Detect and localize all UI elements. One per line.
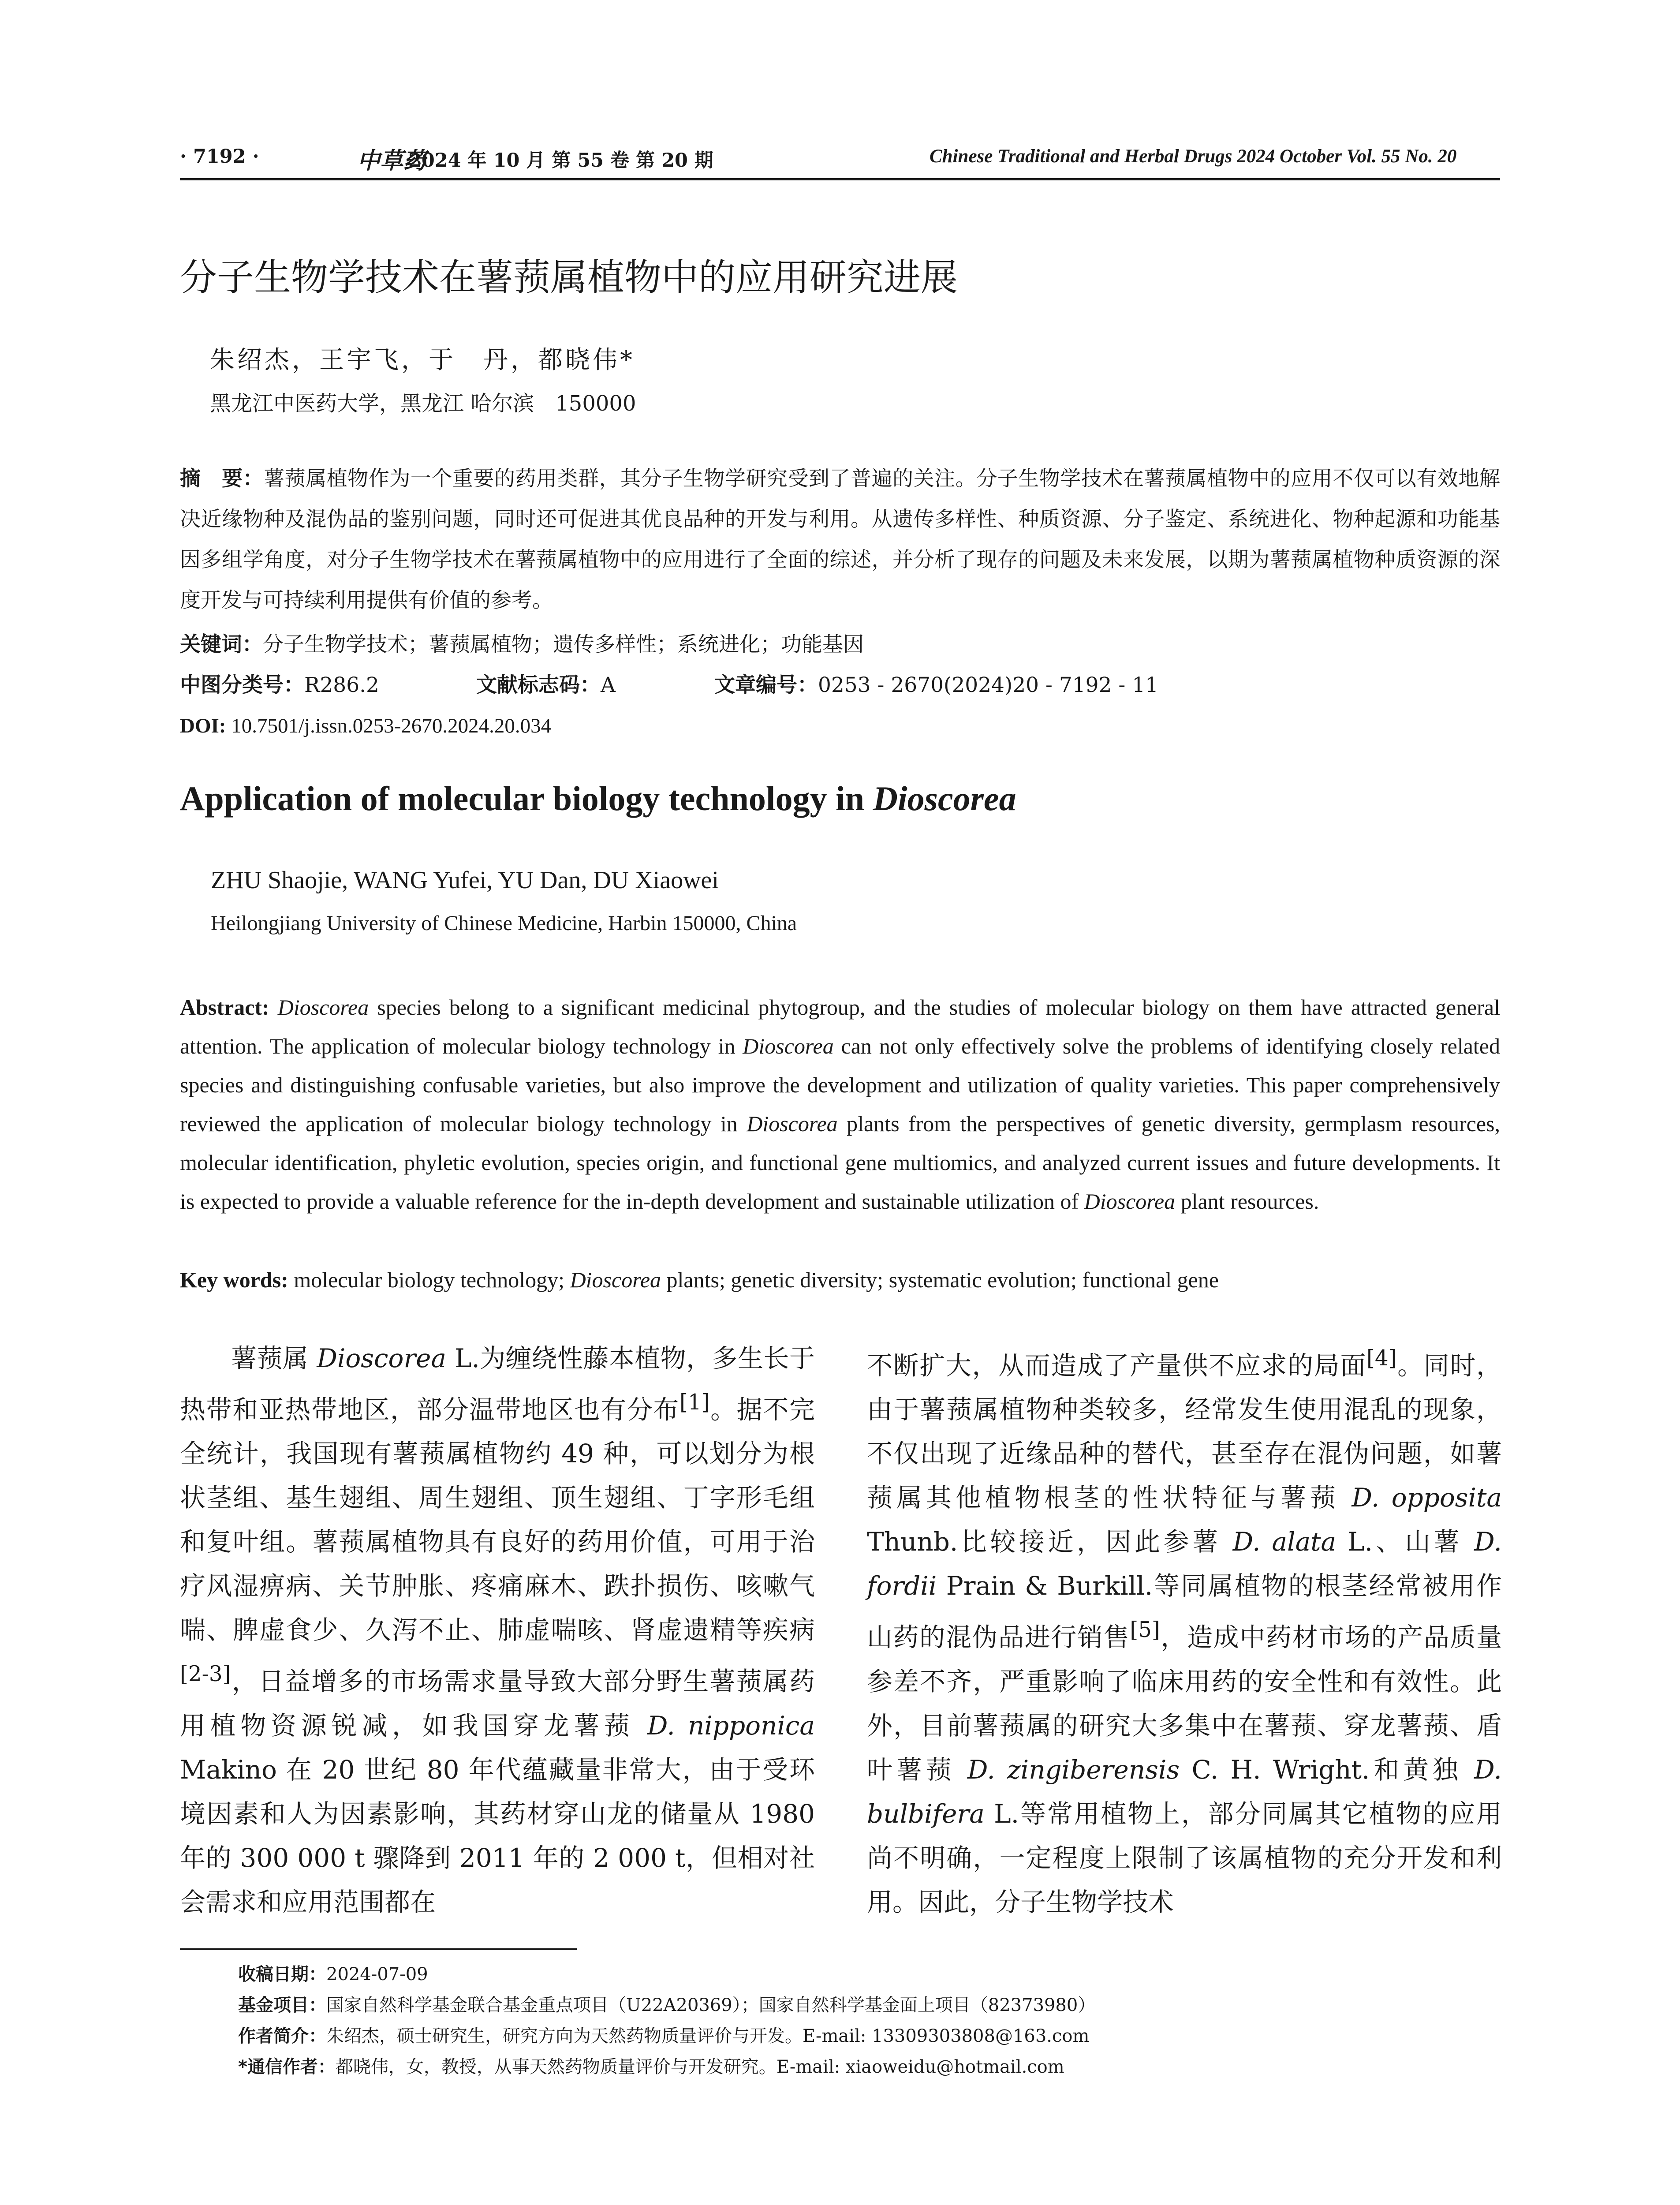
body-text: 。同时，由于薯蓣属植物种类较多，经常发生使用混乱的现象，不仅出现了近缘品种的替代，甚至存在混伪问题，如薯蓣属其他植物根茎的性状特征与薯蓣: [867, 1350, 1502, 1513]
paper-title-cn: 分子生物学技术在薯蓣属植物中的应用研究进展: [180, 256, 958, 299]
journal-logo: 中草药: [357, 147, 426, 174]
affiliation-en: Heilongjiang University of Chinese Medicine, Harbin 150000, China: [211, 912, 797, 935]
article-value: 0253 - 2670(2024)20 - 7192 - 11: [818, 673, 1159, 697]
genus-2: Dioscorea: [743, 1034, 834, 1058]
abstract-en-label: Abstract:: [180, 995, 269, 1020]
body-text: ，日益增多的市场需求量导致大部分野生薯蓣属药用植物资源锐减，如我国穿龙薯蓣: [180, 1666, 815, 1741]
body-text: 薯蓣属: [231, 1343, 317, 1373]
doi: [180, 706, 551, 746]
journal-issue-cn: 2024 年 10 月 第 55 卷 第 20 期: [408, 149, 713, 172]
article-label: 文章编号：: [714, 673, 818, 697]
footnote-text: 国家自然科学基金联合基金重点项目（U22A20369）；国家自然科学基金面上项目（82373980）: [326, 1995, 1096, 2015]
body-text: 。据不完全统计，我国现有薯蓣属植物约 49 种，可以划分为根状茎组、基生翅组、周生翅组、顶生翅组、丁字形毛组和复叶组。薯蓣属植物具有良好的药用价值，可用于治疗风湿痹病、关节肿胀、疼痛麻木、跌扑损伤、咳嗽气喘、脾虚食少、久泻不止、肺虚喘咳、肾虚遗精等疾病: [180, 1394, 815, 1645]
footnote-text: 都晓伟，女，教授，从事天然药物质量评价与开发研究。E-mail: xiaoweidu@hotmail.com: [335, 2057, 1064, 2077]
abstract-en-p3: plants from the perspectives of genetic diversity, germplasm resources, molecular identification, phyletic evolution, species origin, and functional gene multiomics, and analyzed current issues and future developments. It is expected to provide a valuable reference for the in-depth development and sustainable utilization of: [180, 1111, 1500, 1214]
body-text: L.为缠绕性藤本植物，多生长于热带和亚热带地区，部分温带地区也有分布: [180, 1343, 815, 1425]
footnote-label: 作者简介：: [238, 2026, 326, 2046]
running-header: [180, 140, 1500, 180]
doc-label: 文献标志码：: [476, 673, 601, 697]
species-name: D. zingiberensis: [967, 1754, 1180, 1785]
species-name: D. opposita: [1351, 1483, 1502, 1513]
clc-value: R286.2: [304, 673, 379, 697]
footnote-corresponding: [238, 2052, 1064, 2082]
body-text: L.、山薯: [1336, 1527, 1475, 1557]
footnote-label: 基金项目：: [238, 1995, 326, 2015]
citation-ref[interactable]: [1]: [679, 1390, 710, 1415]
abstract-en-p2: can not only effectively solve the problems of identifying closely related species and distinguishing confusable varieties, but also improve the development and utilization of quality varieties. This paper comprehensively reviewed the application of molecular biology technology in: [180, 1034, 1500, 1136]
keywords-cn: [180, 624, 1500, 665]
body-column-left: [180, 1336, 815, 1924]
journal-issue-en: Chinese Traditional and Herbal Drugs 2024 October Vol. 55 No. 20: [930, 146, 1457, 167]
footnote-received: [238, 1959, 428, 1990]
keywords-en-t1: molecular biology technology;: [288, 1267, 570, 1292]
body-text: L.等常用植物上，部分同属其它植物的应用尚不明确，一定程度上限制了该属植物的充分开发和利用。因此，分子生物学技术: [867, 1798, 1502, 1917]
footnote-rule: [180, 1948, 577, 1950]
body-text: ，造成中药材市场的产品质量参差不齐，严重影响了临床用药的安全性和有效性。此外，目前薯蓣属的研究大多集中在薯蓣、穿龙薯蓣、盾叶薯蓣: [867, 1622, 1502, 1785]
abstract-en-p4: plant resources.: [1175, 1189, 1319, 1214]
body-text: Thunb.比较接近，因此参薯: [867, 1527, 1233, 1557]
doc-code: [476, 665, 616, 706]
footnote-label: *通信作者：: [238, 2057, 336, 2077]
citation-ref[interactable]: [5]: [1130, 1618, 1160, 1643]
species-name: Dioscorea: [317, 1343, 447, 1373]
genus-1: Dioscorea: [277, 995, 369, 1020]
title-en-main: Application of molecular biology technology in: [180, 779, 873, 818]
page-number: · 7192 ·: [180, 146, 259, 168]
keywords-cn-text: 分子生物学技术；薯蓣属植物；遗传多样性；系统进化；功能基因: [263, 632, 864, 657]
clc-number: [180, 665, 379, 706]
article-number: [714, 665, 1158, 706]
footnote-label: 收稿日期：: [238, 1964, 326, 1984]
genus-4: Dioscorea: [1084, 1189, 1176, 1214]
species-name: D. nipponica: [647, 1710, 815, 1741]
body-text: Makino 在 20 世纪 80 年代蕴藏量非常大，由于受环境因素和人为因素影响，其药材穿山龙的储量从 1980 年的 300 000 t 骤降到 2011 年的 2 000 t，但相对社会需求和应用范围都在: [180, 1754, 815, 1917]
abstract-cn-label: 摘 要：: [180, 467, 264, 491]
authors-en: ZHU Shaojie, WANG Yufei, YU Dan, DU Xiaowei: [211, 867, 719, 894]
doc-value: A: [601, 673, 616, 697]
abstract-cn: [180, 459, 1500, 621]
citation-ref[interactable]: [4]: [1366, 1346, 1397, 1371]
body-text: Prain & Burkill.等同属植物的根茎经常被用作山药的混伪品进行销售: [867, 1571, 1502, 1652]
title-en-genus: Dioscorea: [873, 779, 1016, 818]
affiliation-cn: 黑龙江中医药大学，黑龙江 哈尔滨 150000: [210, 391, 636, 416]
footnote-author: [238, 2021, 1089, 2052]
footnote-fund: [238, 1990, 1095, 2021]
keywords-en: [180, 1260, 1500, 1299]
species-name: D. fordii: [867, 1527, 1502, 1601]
citation-ref[interactable]: [2-3]: [180, 1662, 231, 1687]
keywords-cn-label: 关键词：: [180, 632, 263, 657]
keywords-en-genus: Dioscorea: [570, 1267, 661, 1292]
species-name: D. alata: [1232, 1527, 1337, 1557]
species-name: D. bulbifera: [867, 1754, 1502, 1829]
footnote-text: 朱绍杰，硕士研究生，研究方向为天然药物质量评价与开发。E-mail: 13309303808@163.com: [326, 2026, 1090, 2046]
keywords-en-label: Key words:: [180, 1267, 288, 1292]
doi-label: DOI:: [180, 714, 226, 737]
paper-title-en: [180, 779, 1016, 818]
abstract-cn-text: 薯蓣属植物作为一个重要的药用类群，其分子生物学研究受到了普遍的关注。分子生物学技术在薯蓣属植物中的应用不仅可以有效地解决近缘物种及混伪品的鉴别问题，同时还可促进其优良品种的开发与利用。从遗传多样性、种质资源、分子鉴定、系统进化、物种起源和功能基因多组学角度，对分子生物学技术在薯蓣属植物中的应用进行了全面的综述，并分析了现存的问题及未来发展，以期为薯蓣属植物种质资源的深度开发与可持续利用提供有价值的参考。: [180, 467, 1501, 613]
body-text: 不断扩大，从而造成了产量供不应求的局面: [867, 1350, 1366, 1381]
abstract-en-p1: species belong to a significant medicinal phytogroup, and the studies of molecular biology on them have attracted general attention. The application of molecular biology technology in: [180, 995, 1500, 1058]
abstract-en: [180, 988, 1500, 1221]
body-text: C. H. Wright.和黄独: [1180, 1754, 1475, 1785]
body-column-right: [867, 1336, 1502, 1924]
keywords-en-t2: plants; genetic diversity; systematic evolution; functional gene: [661, 1267, 1219, 1292]
footnote-text: 2024-07-09: [326, 1964, 428, 1984]
clc-label: 中图分类号：: [180, 673, 304, 697]
authors-cn: 朱绍杰，王宇飞，于 丹，都晓伟*: [210, 346, 635, 374]
doi-link[interactable]: 10.7501/j.issn.0253-2670.2024.20.034: [231, 714, 552, 737]
genus-3: Dioscorea: [747, 1111, 838, 1136]
